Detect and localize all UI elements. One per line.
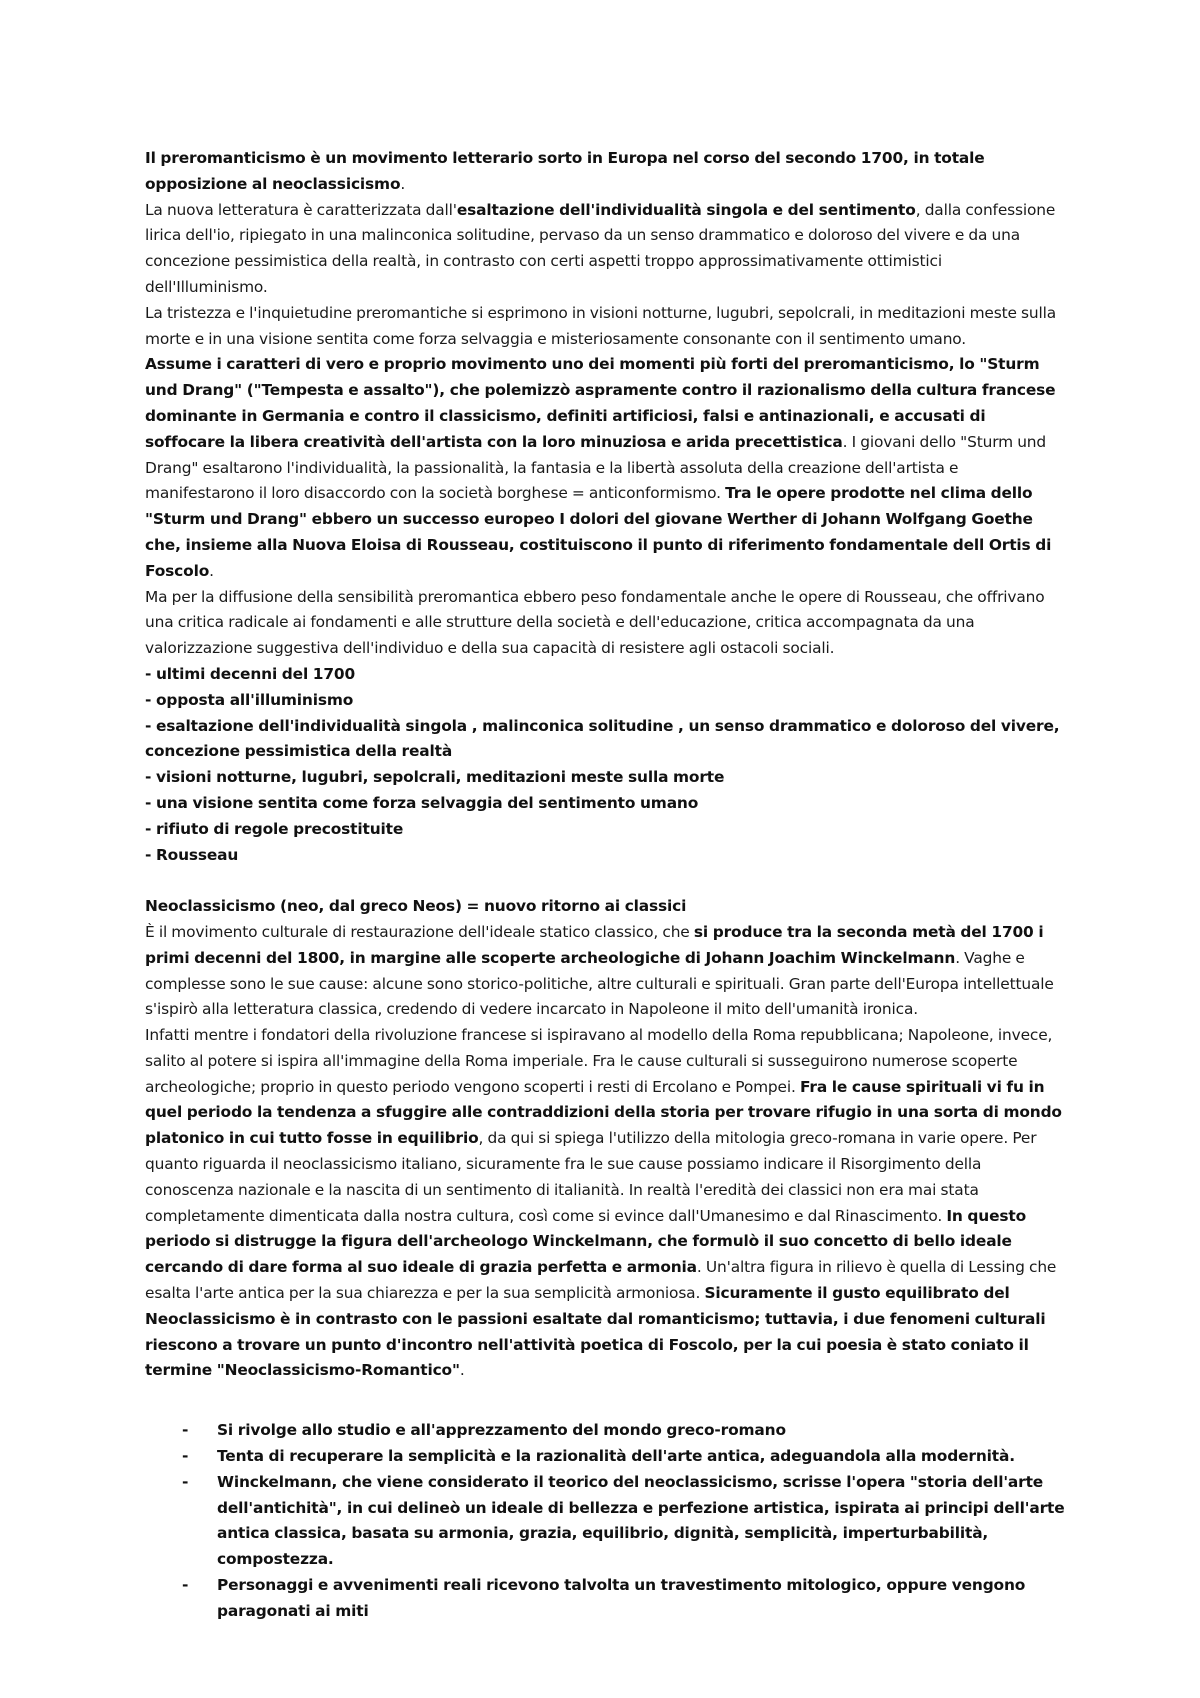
- list-item: - Winckelmann, che viene considerato il teorico del neoclassicismo, scrisse l'opera "storia dell'arte dell'antichità", in cui delineò un ideale di bellezza e perfezione artistica, ispirata ai principi dell'arte antica classica, basata su armonia, grazia, equilibrio, dignità, semplicità, imperturbabilità, compostezza.: [145, 1470, 1065, 1573]
- list-item: - esaltazione dell'individualità singola , malinconica solitudine , un senso drammatico e doloroso del vivere, concezione pessimistica della realtà: [145, 716, 1060, 761]
- list-item: - Rousseau: [145, 845, 239, 864]
- list-item: - Si rivolge allo studio e all'apprezzamento del mondo greco-romano: [145, 1418, 1065, 1444]
- intro-bold-text: Il preromanticismo è un movimento letterario sorto in Europa nel corso del secondo 1700, in totale opposizione al neoclassicismo: [145, 149, 985, 193]
- dash-bullet-icon: -: [182, 1447, 189, 1466]
- paragraph-neoclassicism-causes: Infatti mentre i fondatori della rivoluzione francese si ispiravano al modello della Roma repubblicana; Napoleone, invece, salito al potere si ispira all'immagine della Roma imperiale. Fra le cause culturali si susseguirono numerose scoperte archeologiche; proprio in questo periodo vengono scoperti i resti di Ercolano e Pompei. Fra le cause spirituali vi fu in quel periodo la tendenza a sfuggire alle contraddizioni della storia per trovare rifugio in una sorta di mondo platonico in cui tutto fosse in equilibrio, da qui si spiega l'utilizzo della mitologia greco-romana in varie opere. Per quanto riguarda il neoclassicismo italiano, sicuramente fra le sue cause possiamo indicare il Risorgimento della conoscenza nazionale e la nascita di un sentimento di italianità. In realtà l'eredità dei classici non era mai stata completamente dimenticata dalla nostra cultura, così come si evince dall'Umanesimo e dal Rinascimento. In questo periodo si distrugge la figura dell'archeologo Winckelmann, che formulò il suo concetto di bello ideale cercando di dare forma al suo ideale di grazia perfetta e armonia. Un'altra figura in rilievo è quella di Lessing che esalta l'arte antica per la sua chiarezza e per la sua semplicità armoniosa. Sicuramente il gusto equilibrato del Neoclassicismo è in contrasto con le passioni esaltate dal romanticismo; tuttavia, i due fenomeni culturali riescono a trovare un punto d'incontro nell'attività poetica di Foscolo, per la cui poesia è stato coniato il termine "Neoclassicismo-Romantico".: [145, 1026, 1062, 1380]
- list-item: - ultimi decenni del 1700: [145, 664, 356, 683]
- summary-list-neoclassicism: [145, 1418, 1065, 1624]
- paragraph-sadness: La tristezza e l'inquietudine preromantiche si esprimono in visioni notturne, lugubri, sepolcrali, in meditazioni meste sulla morte e in una visione sentita come forza selvaggia e misteriosamente consonante con il sentimento umano.: [145, 303, 1057, 348]
- list-item: - visioni notturne, lugubri, sepolcrali, meditazioni meste sulla morte: [145, 768, 725, 787]
- list-item: - rifiuto di regole precostituite: [145, 819, 404, 838]
- paragraph-rousseau: Ma per la diffusione della sensibilità preromantica ebbero peso fondamentale anche le opere di Rousseau, che offrivano una critica radicale ai fondamenti e alle strutture della società e dell'educazione, critica accompagnata da una valorizzazione suggestiva dell'individuo e della sua capacità di resistere agli ostacoli sociali.: [145, 587, 1045, 658]
- paragraph-sturm-und-drang: Assume i caratteri di vero e proprio movimento uno dei momenti più forti del preromanticismo, lo "Sturm und Drang" ("Tempesta e assalto"), che polemizzò aspramente contro il razionalismo della cultura francese dominante in Germania e contro il classicismo, definiti artificiosi, falsi e antinazionali, e accusati di soffocare la libera creatività dell'artista con la loro minuziosa e arida precettistica. I giovani dello "Sturm und Drang" esaltarono l'individualità, la passionalità, la fantasia e la libertà assoluta della creazione dell'artista e manifestarono il loro disaccordo con la società borghese = anticonformismo. Tra le opere prodotte nel clima dello "Sturm und Drang" ebbero un successo europeo I dolori del giovane Werther di Johann Wolfgang Goethe che, insieme alla Nuova Eloisa di Rousseau, costituiscono il punto di riferimento fondamentale dell Ortis di Foscolo.: [145, 355, 1056, 580]
- dash-bullet-icon: -: [182, 1576, 189, 1595]
- heading-neoclassicism: Neoclassicismo (neo, dal greco Neos) = nuovo ritorno ai classici: [145, 897, 687, 916]
- list-item: - Tenta di recuperare la semplicità e la razionalità dell'arte antica, adeguandola alla modernità.: [145, 1444, 1065, 1470]
- section-spacer: [145, 1384, 1065, 1418]
- list-item: - Personaggi e avvenimenti reali ricevono talvolta un travestimento mitologico, oppure vengono paragonati ai miti: [145, 1573, 1065, 1625]
- dash-bullet-icon: -: [182, 1472, 189, 1491]
- list-item: - opposta all'illuminismo: [145, 690, 354, 709]
- dash-bullet-icon: -: [182, 1421, 189, 1440]
- paragraph-neoclassicism-intro: È il movimento culturale di restaurazione dell'ideale statico classico, che si produce tra la seconda metà del 1700 i primi decenni del 1800, in margine alle scoperte archeologiche di Johann Joachim Winckelmann. Vaghe e complesse sono le sue cause: alcune sono storico-politiche, altre culturali e spirituali. Gran parte dell'Europa intellettuale s'ispirò alla letteratura classica, credendo di vedere incarcato in Napoleone il mito dell'umanità ironica.: [145, 922, 1054, 1019]
- summary-list-preromanticism: [145, 662, 1065, 868]
- paragraph-new-literature: La nuova letteratura è caratterizzata dall'esaltazione dell'individualità singola e del sentimento, dalla confessione lirica dell'io, ripiegato in una malinconica solitudine, pervaso da un senso drammatico e doloroso del vivere e da una concezione pessimistica della realtà, in contrasto con certi aspetti troppo approssimativamente ottimistici dell'Illuminismo.: [145, 200, 1056, 296]
- paragraph-intro: Il preromanticismo è un movimento letterario sorto in Europa nel corso del secondo 1700, in totale opposizione al neoclassicismo.: [145, 149, 985, 193]
- section-spacer: [145, 868, 1065, 894]
- document-body: [145, 146, 1065, 1625]
- list-item: - una visione sentita come forza selvaggia del sentimento umano: [145, 793, 699, 812]
